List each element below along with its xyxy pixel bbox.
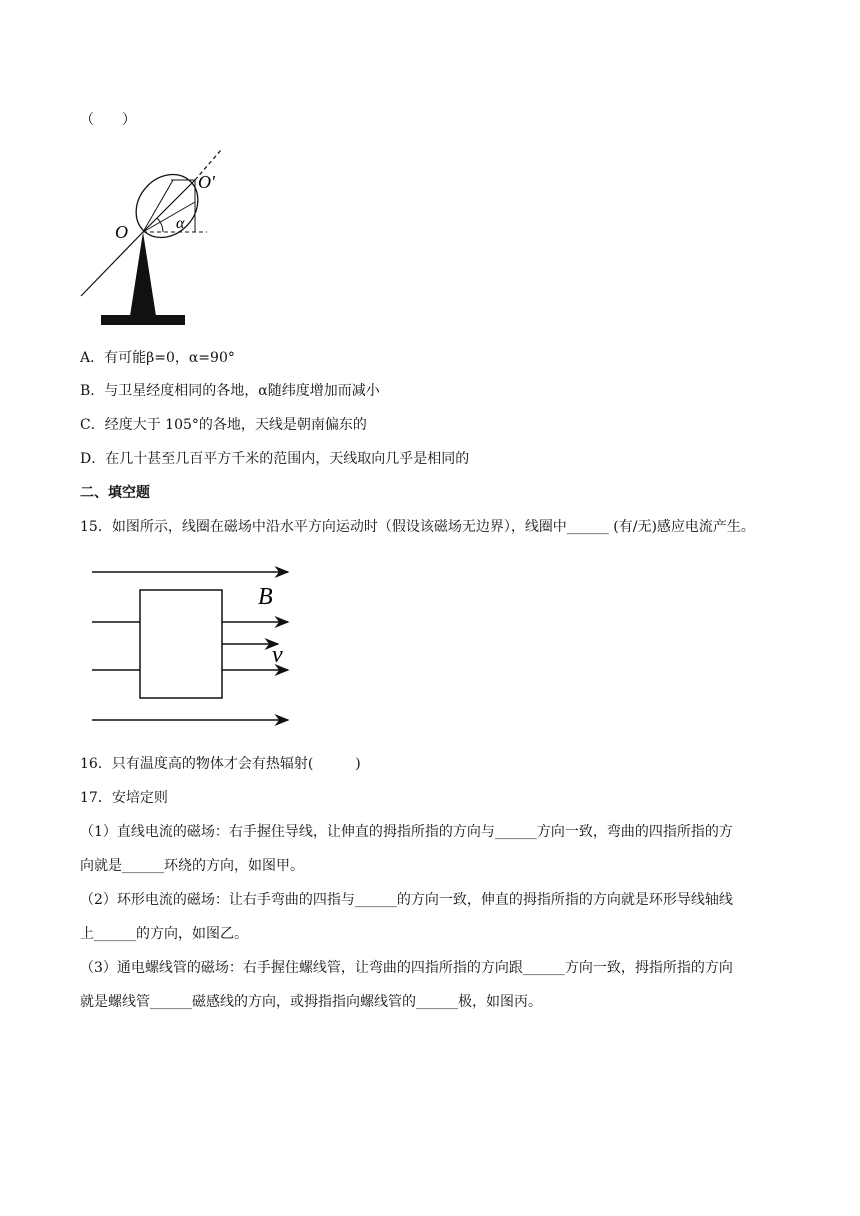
alpha-arc <box>157 218 163 232</box>
option-c-label: C． <box>80 417 105 433</box>
option-b-label: B． <box>80 383 105 399</box>
section-heading: 二、填空题 <box>80 485 150 501</box>
option-d <box>80 449 469 469</box>
option-c <box>80 415 367 435</box>
label-v: v <box>272 642 283 668</box>
option-b-text: 与卫星经度相同的各地，α随纬度增加而减小 <box>104 383 380 399</box>
option-a <box>80 348 235 368</box>
question-17-line-1: （1）直线电流的磁场：右手握住导线，让伸直的拇指所指的方向与______方向一致，弯曲的四指所指的方 <box>80 824 733 840</box>
axis-line <box>81 232 143 296</box>
dish-antenna-figure <box>75 140 235 330</box>
question-17-line-4: 上______的方向，如图乙。 <box>80 926 248 942</box>
label-o-prime: O′ <box>198 172 215 192</box>
question-17-title: 17．安培定则 <box>80 790 168 806</box>
question-15: 15．如图所示，线圈在磁场中沿水平方向运动时（假设该磁场无边界），线圈中______ (有/无)感应电流产生。 <box>80 519 755 535</box>
label-alpha: α <box>176 215 185 232</box>
coil-magnetic-field-figure <box>88 560 300 730</box>
question-17-line-3: （2）环形电流的磁场：让右手弯曲的四指与______的方向一致，伸直的拇指所指的方向就是环形导线轴线 <box>80 892 733 908</box>
coil-rectangle <box>140 590 222 698</box>
option-a-label: A． <box>80 350 105 366</box>
option-c-text: 经度大于 105°的各地，天线是朝南偏东的 <box>104 417 367 433</box>
antenna-pedestal <box>130 232 156 316</box>
answer-parentheses: （ ） <box>80 112 136 128</box>
question-17-line-5: （3）通电螺线管的磁场：右手握住螺线管，让弯曲的四指所指的方向跟______方向一致，拇指所指的方向 <box>80 960 733 976</box>
question-17-line-6: 就是螺线管______磁感线的方向，或拇指指向螺线管的______极，如图丙。 <box>80 994 542 1010</box>
option-d-text: 在几十甚至几百平方千米的范围内，天线取向几乎是相同的 <box>105 451 470 467</box>
option-a-text: 有可能β=0，α=90° <box>104 350 235 366</box>
antenna-base <box>101 315 185 325</box>
option-b <box>80 381 380 401</box>
label-o: O <box>115 222 128 242</box>
label-b: B <box>258 584 273 610</box>
option-d-label: D． <box>80 451 106 467</box>
question-17-line-2: 向就是______环绕的方向，如图甲。 <box>80 858 304 874</box>
question-16: 16．只有温度高的物体才会有热辐射( ) <box>80 756 361 772</box>
